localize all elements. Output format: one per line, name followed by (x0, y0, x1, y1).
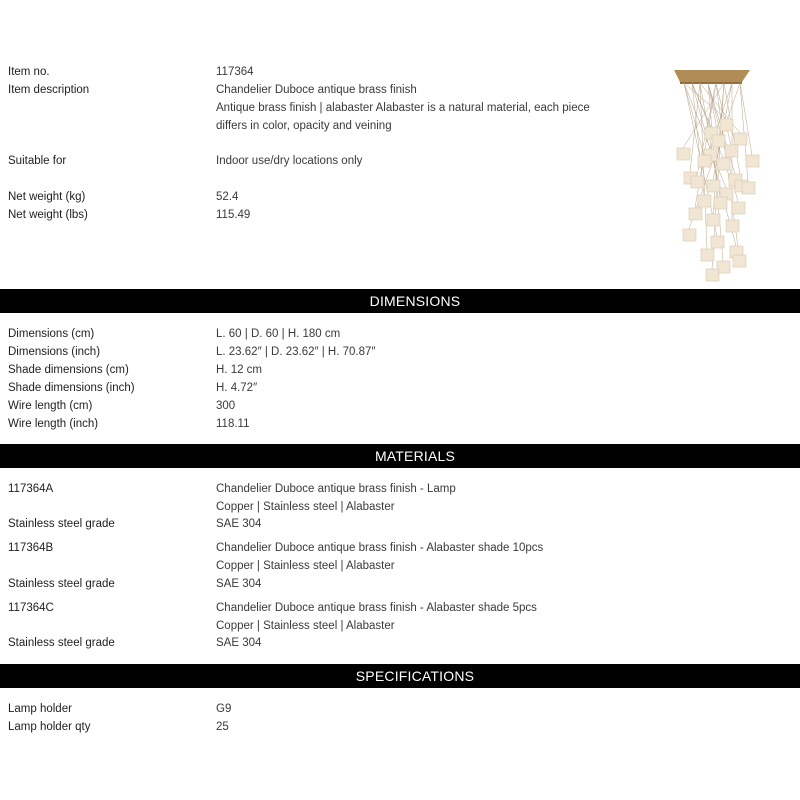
dimensions-row (0, 328, 800, 346)
alabaster-shade (698, 155, 711, 167)
alabaster-shade (720, 119, 733, 131)
wire-length-cm-value: 300 (216, 400, 236, 412)
alabaster-shade (712, 135, 725, 147)
alabaster-shade (701, 249, 714, 261)
dimensions-cm-label: Dimensions (cm) (8, 328, 95, 340)
suitable-for-value: Indoor use/dry locations only (216, 155, 363, 167)
steel-grade-label: Stainless steel grade (8, 578, 115, 590)
wire-length-cm-label: Wire length (cm) (8, 400, 93, 412)
alabaster-shade (733, 255, 746, 267)
dimensions-row (0, 364, 800, 382)
material-item (0, 542, 800, 560)
steel-grade-label: Stainless steel grade (8, 637, 115, 649)
dimensions-title: DIMENSIONS (369, 293, 461, 309)
lamp-holder-label: Lamp holder (8, 703, 72, 715)
dimensions-row (0, 382, 800, 400)
canopy-plate (674, 70, 750, 82)
material-code: 117364B (8, 542, 54, 554)
alabaster-shade (725, 145, 738, 157)
material-name: Chandelier Duboce antique brass finish - Lamp (216, 483, 456, 495)
material-item (0, 501, 800, 519)
shade-dimensions-inch-value: H. 4.72″ (216, 382, 258, 394)
alabaster-shade (734, 133, 747, 145)
alabaster-shade (742, 182, 755, 194)
material-composition: Copper | Stainless steel | Alabaster (216, 501, 395, 513)
material-composition: Copper | Stainless steel | Alabaster (216, 620, 395, 632)
net-weight-lbs-label: Net weight (lbs) (8, 209, 88, 221)
alabaster-shade (726, 220, 739, 232)
lamp-holder-qty-value: 25 (216, 721, 229, 733)
materials-title: MATERIALS (374, 448, 456, 464)
alabaster-shade (677, 148, 690, 160)
material-item (0, 602, 800, 620)
canopy-edge (680, 82, 742, 84)
item-description-line-1: Chandelier Duboce antique brass finish (216, 84, 417, 96)
material-item (0, 483, 800, 501)
alabaster-shade (698, 195, 711, 207)
steel-grade-value: SAE 304 (216, 578, 262, 590)
chandelier-illustration (674, 70, 759, 281)
item-description-line-3: differs in color, opacity and veining (216, 120, 392, 132)
alabaster-shade (707, 180, 720, 192)
wire-length-inch-value: 118.11 (216, 418, 250, 430)
shade-dimensions-inch-label: Shade dimensions (inch) (8, 382, 135, 394)
dimensions-row (0, 400, 800, 418)
materials-header (0, 444, 800, 468)
specifications-header (0, 664, 800, 688)
dimensions-header (0, 289, 800, 313)
alabaster-shade (732, 202, 745, 214)
material-item (0, 637, 800, 655)
net-weight-kg-label: Net weight (kg) (8, 191, 86, 203)
item-no-value: 117364 (216, 66, 254, 78)
alabaster-shade (706, 269, 719, 281)
alabaster-shade (707, 214, 720, 226)
material-item (0, 560, 800, 578)
lamp-holder-qty-label: Lamp holder qty (8, 721, 91, 733)
alabaster-shade (691, 176, 704, 188)
shade-dimensions-cm-value: H. 12 cm (216, 364, 263, 376)
material-item (0, 518, 800, 536)
net-weight-lbs-value: 115.49 (216, 209, 251, 221)
alabaster-shade (746, 155, 759, 167)
steel-grade-value: SAE 304 (216, 518, 262, 530)
item-description-label: Item description (8, 84, 90, 96)
dimensions-cm-value: L. 60 | D. 60 | H. 180 cm (216, 328, 341, 340)
material-code: 117364A (8, 483, 54, 495)
alabaster-shade (714, 197, 727, 209)
material-item (0, 578, 800, 596)
alabaster-shade (689, 208, 702, 220)
item-description-line-2: Antique brass finish | alabaster Alabaster is a natural material, each piece (216, 102, 590, 114)
material-item (0, 620, 800, 638)
net-weight-kg-value: 52.4 (216, 191, 239, 203)
specification-row (0, 721, 800, 739)
material-code: 117364C (8, 602, 54, 614)
suitable-for-label: Suitable for (8, 155, 67, 167)
specifications-title: SPECIFICATIONS (355, 668, 475, 684)
material-name: Chandelier Duboce antique brass finish - Alabaster shade 10pcs (216, 542, 544, 554)
specification-row (0, 703, 800, 721)
shade-dimensions-cm-label: Shade dimensions (cm) (8, 364, 129, 376)
chandelier-product-image (662, 62, 762, 288)
dimensions-inch-value: L. 23.62″ | D. 23.62″ | H. 70.87″ (216, 346, 376, 358)
item-no-label: Item no. (8, 66, 50, 78)
wire-length-inch-label: Wire length (inch) (8, 418, 99, 430)
dimensions-row (0, 346, 800, 364)
alabaster-shade (717, 158, 730, 170)
dimensions-inch-label: Dimensions (inch) (8, 346, 101, 358)
material-composition: Copper | Stainless steel | Alabaster (216, 560, 395, 572)
alabaster-shade (711, 236, 724, 248)
steel-grade-value: SAE 304 (216, 637, 262, 649)
lamp-holder-value: G9 (216, 703, 232, 715)
material-name: Chandelier Duboce antique brass finish - Alabaster shade 5pcs (216, 602, 537, 614)
dimensions-row (0, 418, 800, 436)
alabaster-shade (683, 229, 696, 241)
steel-grade-label: Stainless steel grade (8, 518, 115, 530)
